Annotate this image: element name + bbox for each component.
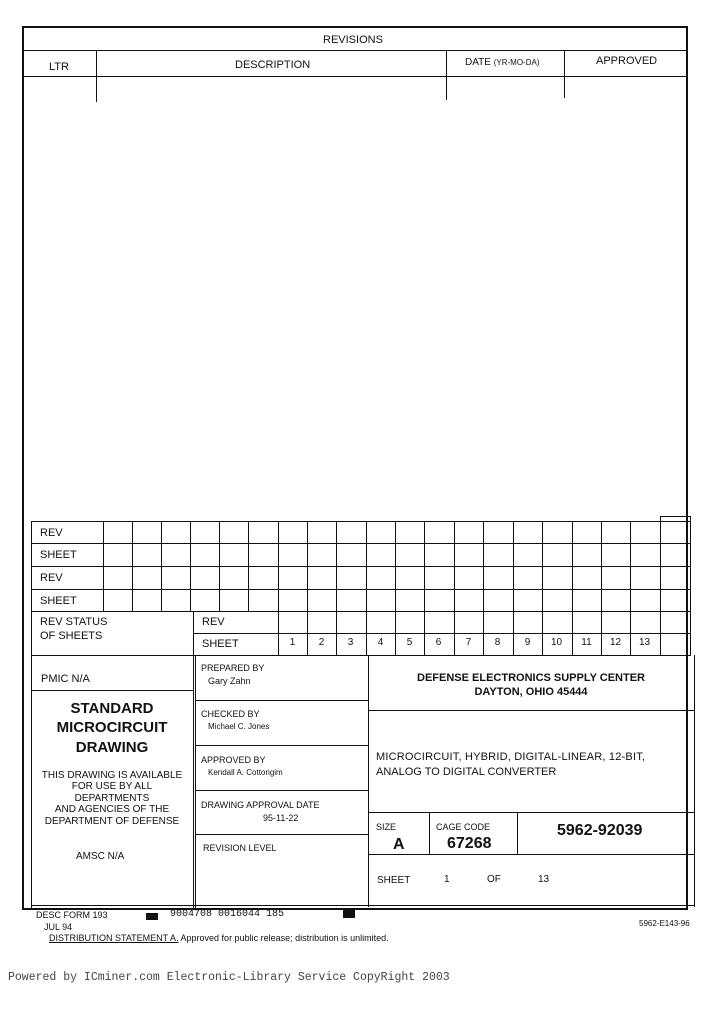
availability-line-2: FOR USE BY ALL bbox=[71, 781, 153, 792]
grid-line-1 bbox=[31, 521, 691, 522]
grid-col-6 bbox=[424, 521, 425, 655]
drawing-title-line-2: ANALOG TO DIGITAL CONVERTER bbox=[376, 766, 557, 778]
size-divider bbox=[368, 854, 694, 855]
grid-col-g bbox=[248, 521, 249, 611]
availability-line-1: THIS DRAWING IS AVAILABLE bbox=[41, 770, 183, 781]
sheet-row-3-label: SHEET bbox=[202, 638, 239, 650]
pmic-label: PMIC N/A bbox=[41, 673, 90, 685]
sheet-number-6: 6 bbox=[435, 637, 442, 648]
powered-by-notice: Powered by ICminer.com Electronic-Library Service CopyRight 2003 bbox=[8, 971, 450, 984]
sheet-row-1-label: SHEET bbox=[40, 549, 77, 561]
sheet-label: SHEET bbox=[377, 875, 411, 886]
agency-line-2: DAYTON, OHIO 45444 bbox=[474, 686, 588, 698]
grid-col-14 bbox=[660, 516, 661, 655]
prepared-by-label: PREPARED BY bbox=[201, 663, 265, 673]
of-label: OF bbox=[487, 874, 501, 885]
sheet-number-3: 3 bbox=[347, 637, 354, 648]
grid-col-d bbox=[190, 521, 191, 611]
sheet-number-11: 11 bbox=[581, 637, 592, 648]
title-divider bbox=[368, 812, 694, 813]
sheet-number-7: 7 bbox=[465, 637, 472, 648]
sheet-number-8: 8 bbox=[494, 637, 501, 648]
sheet-number-1: 1 bbox=[289, 637, 296, 648]
grid-col-10 bbox=[542, 521, 543, 655]
grid-col-3 bbox=[336, 521, 337, 655]
sheet-row-2-label: SHEET bbox=[40, 595, 77, 607]
sheet-number-4: 4 bbox=[377, 637, 384, 648]
agency-divider bbox=[368, 710, 694, 711]
revisions-col-date-label: DATE bbox=[465, 57, 491, 68]
grid-col-1 bbox=[278, 521, 279, 655]
rev-row-1-label: REV bbox=[40, 527, 63, 539]
checked-divider bbox=[195, 745, 368, 746]
approval-date-label: DRAWING APPROVAL DATE bbox=[201, 800, 320, 810]
revisions-col-divider-3 bbox=[564, 50, 565, 98]
revisions-col-approved: APPROVED bbox=[596, 55, 658, 67]
revisions-title: REVISIONS bbox=[323, 34, 383, 46]
rev-row-2-label: REV bbox=[40, 572, 63, 584]
grid-col-e bbox=[193, 611, 194, 909]
grid-top-right bbox=[660, 516, 690, 517]
grid-col-a bbox=[103, 521, 104, 611]
rev-row-3-label: REV bbox=[202, 616, 225, 628]
rev-status-line-1: REV STATUS bbox=[40, 616, 108, 628]
sheet-number-9: 9 bbox=[524, 637, 531, 648]
standard-line-3: DRAWING bbox=[75, 739, 149, 756]
sheet-number-5: 5 bbox=[406, 637, 413, 648]
distribution-label: DISTRIBUTION STATEMENT A. bbox=[49, 933, 179, 943]
grid-col-4 bbox=[366, 521, 367, 655]
grid-col-7 bbox=[454, 521, 455, 655]
grid-col-c bbox=[161, 521, 162, 611]
size-value: A bbox=[393, 836, 405, 853]
availability-line-3: DEPARTMENTS bbox=[74, 793, 150, 804]
revision-level-label: REVISION LEVEL bbox=[203, 843, 277, 853]
revisions-colheader-divider bbox=[22, 76, 688, 77]
grid-col-12 bbox=[601, 521, 602, 655]
availability-line-5: DEPARTMENT OF DEFENSE bbox=[44, 816, 180, 827]
cage-code-value: 67268 bbox=[447, 835, 492, 852]
drawing-number: 5962-92039 bbox=[557, 822, 643, 839]
title-left-col-right bbox=[195, 655, 196, 909]
cage-col-right bbox=[517, 812, 518, 854]
grid-col-13 bbox=[630, 521, 631, 655]
sheet-number-2: 2 bbox=[318, 637, 325, 648]
availability-line-4: AND AGENCIES OF THE bbox=[54, 804, 170, 815]
standard-line-2: MICROCIRCUIT bbox=[56, 719, 168, 736]
grid-line-5 bbox=[31, 611, 691, 612]
approved-by-name: Kendall A. Cottongim bbox=[208, 768, 283, 777]
grid-col-f bbox=[219, 521, 220, 611]
grid-right-edge bbox=[690, 516, 691, 656]
checked-by-label: CHECKED BY bbox=[201, 709, 260, 719]
grid-col-9 bbox=[513, 521, 514, 655]
revisions-col-divider-2 bbox=[446, 50, 447, 100]
revisions-col-date-format: (YR-MO-DA) bbox=[493, 58, 540, 67]
revisions-col-date bbox=[465, 57, 540, 68]
desc-form-date: JUL 94 bbox=[44, 922, 73, 932]
revisions-col-divider-1 bbox=[96, 50, 97, 102]
grid-line-2 bbox=[31, 543, 691, 544]
rev-status-line-2: OF SHEETS bbox=[40, 630, 103, 642]
grid-line-4 bbox=[31, 589, 691, 590]
prepared-by-name: Gary Zahn bbox=[208, 676, 251, 686]
grid-col-11 bbox=[572, 521, 573, 655]
title-block-right-edge bbox=[694, 655, 695, 907]
standard-line-1: STANDARD bbox=[70, 700, 154, 717]
form-number: 5962-E143-96 bbox=[639, 919, 690, 928]
grid-line-3 bbox=[31, 566, 691, 567]
size-label: SIZE bbox=[376, 822, 397, 832]
grid-col-b bbox=[132, 521, 133, 611]
grid-line-7 bbox=[31, 655, 691, 656]
size-col-right bbox=[429, 812, 430, 854]
revisions-header-divider bbox=[22, 50, 688, 51]
barcode-block-left bbox=[146, 913, 158, 920]
approved-divider bbox=[195, 790, 368, 791]
grid-col-5 bbox=[395, 521, 396, 655]
desc-form-label: DESC FORM 193 bbox=[36, 910, 108, 920]
sheet-value: 1 bbox=[444, 874, 450, 885]
pmic-divider bbox=[31, 690, 193, 691]
distribution-statement bbox=[49, 934, 389, 944]
grid-col-2 bbox=[307, 521, 308, 655]
approved-by-label: APPROVED BY bbox=[201, 755, 266, 765]
grid-col-8 bbox=[483, 521, 484, 655]
drawing-title-line-1: MICROCIRCUIT, HYBRID, DIGITAL-LINEAR, 12-BIT, bbox=[376, 751, 646, 763]
title-block-bottom bbox=[31, 905, 695, 906]
approval-date-divider bbox=[195, 834, 368, 835]
agency-line-1: DEFENSE ELECTRONICS SUPPLY CENTER bbox=[417, 672, 645, 684]
sheet-number-13: 13 bbox=[638, 637, 651, 648]
approval-date-value: 95-11-22 bbox=[263, 813, 299, 823]
sheet-number-12: 12 bbox=[609, 637, 622, 648]
checked-by-name: Michael C. Jones bbox=[208, 722, 270, 731]
amsc-label: AMSC N/A bbox=[76, 851, 125, 862]
barcode-text: 9004708 0016044 185 bbox=[170, 909, 285, 920]
grid-line-6 bbox=[193, 633, 691, 634]
revisions-col-description: DESCRIPTION bbox=[235, 59, 311, 71]
cage-code-label: CAGE CODE bbox=[436, 822, 491, 832]
revisions-col-ltr: LTR bbox=[49, 61, 69, 73]
distribution-text: Approved for public release; distribution is unlimited. bbox=[180, 933, 389, 943]
of-value: 13 bbox=[538, 874, 550, 885]
sheet-number-10: 10 bbox=[550, 637, 563, 648]
prepared-divider bbox=[195, 700, 368, 701]
barcode-block-right bbox=[343, 910, 355, 918]
